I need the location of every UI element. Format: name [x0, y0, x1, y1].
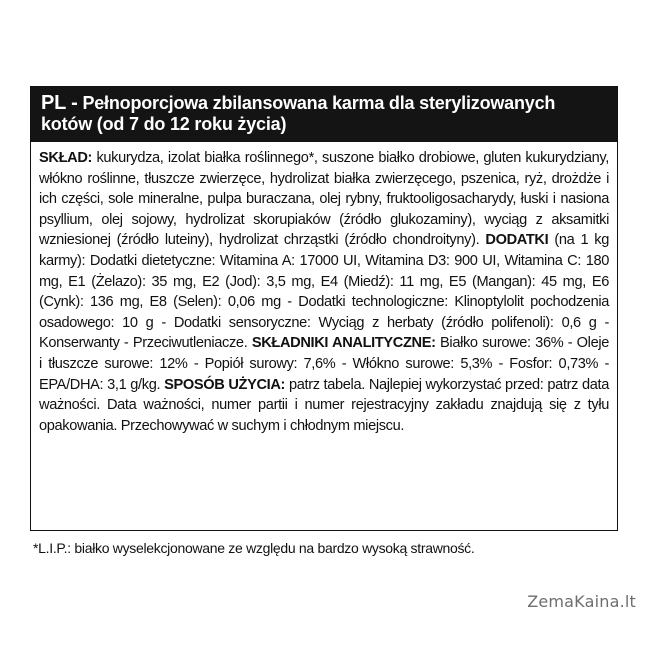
composition-text: kukurydza, izolat białka roślinnego*, suszone białko drobiowe, gluten kukurydziany, włókno roślinne, tłuszcze zwierzęce, hydrolizat białka zwierzęcego, pszenica, ryż, drożdże i ich części, sole mineralne, pulpa buraczana, olej rybny, fruktooligosacharydy, łuski i nasiona psyllium, olej sojowy, hydrolizat skorupiaków (źródło glukozaminy), wyciąg z aksamitki wzniesionej (źródło luteiny), hydrolizat chrząstki (źródło chondroityny).	[39, 150, 609, 249]
product-title: Pełnoporcjowa zbilansowana karma dla sterylizowanych kotów (od 7 do 12 roku życia)	[41, 93, 556, 134]
usage-label: SPOSÓB UŻYCIA:	[164, 376, 289, 393]
analytical-text: Białko surowe: 36% - Oleje i tłuszcze surowe: 12% - Popiół surowy: 7,6% - Włókno surowe: 5,3% - Fosfor: 0,73% - EPA/DHA: 3,1 g/kg.	[39, 335, 609, 393]
label-header	[31, 87, 617, 142]
watermark: ZemaKaina.lt	[527, 592, 636, 611]
additives-text: (na 1 kg karmy): Dodatki dietetyczne: Witamina A: 17000 UI, Witamina D3: 900 UI, Witamina C: 180 mg, E1 (Żelazo): 35 mg, E2 (Jod): 3,5 mg, E4 (Miedź): 11 mg, E5 (Mangan): 45 mg, E6 (Cynk): 136 mg, E8 (Selen): 0,06 mg - Dodatki technologiczne: Klinoptylolit pochodzenia osadowego: 10 g - Dodatki sensoryczne: Wyciąg z herbaty (źródło polifenoli): 0,6 g - Konserwanty - Przeciwutleniacze.	[39, 232, 610, 352]
language-code: PL -	[41, 92, 78, 114]
composition-label: SKŁAD:	[39, 150, 97, 166]
analytical-label: SKŁADNIKI ANALITYCZNE:	[251, 335, 441, 352]
label-body	[31, 142, 617, 436]
usage-text: patrz tabela. Najlepiej wykorzystać przed: patrz data ważności. Data ważności, numer partii i numer rejestracyjny zakładu znajdują się z tyłu opakowania. Przechowywać w suchym i chłodnym miejscu.	[39, 376, 610, 434]
footnote: *L.I.P.: białko wyselekcjonowane ze względu na bardzo wysoką strawność.	[33, 540, 475, 556]
additives-label: DODATKI	[485, 232, 555, 249]
product-label	[30, 86, 618, 531]
